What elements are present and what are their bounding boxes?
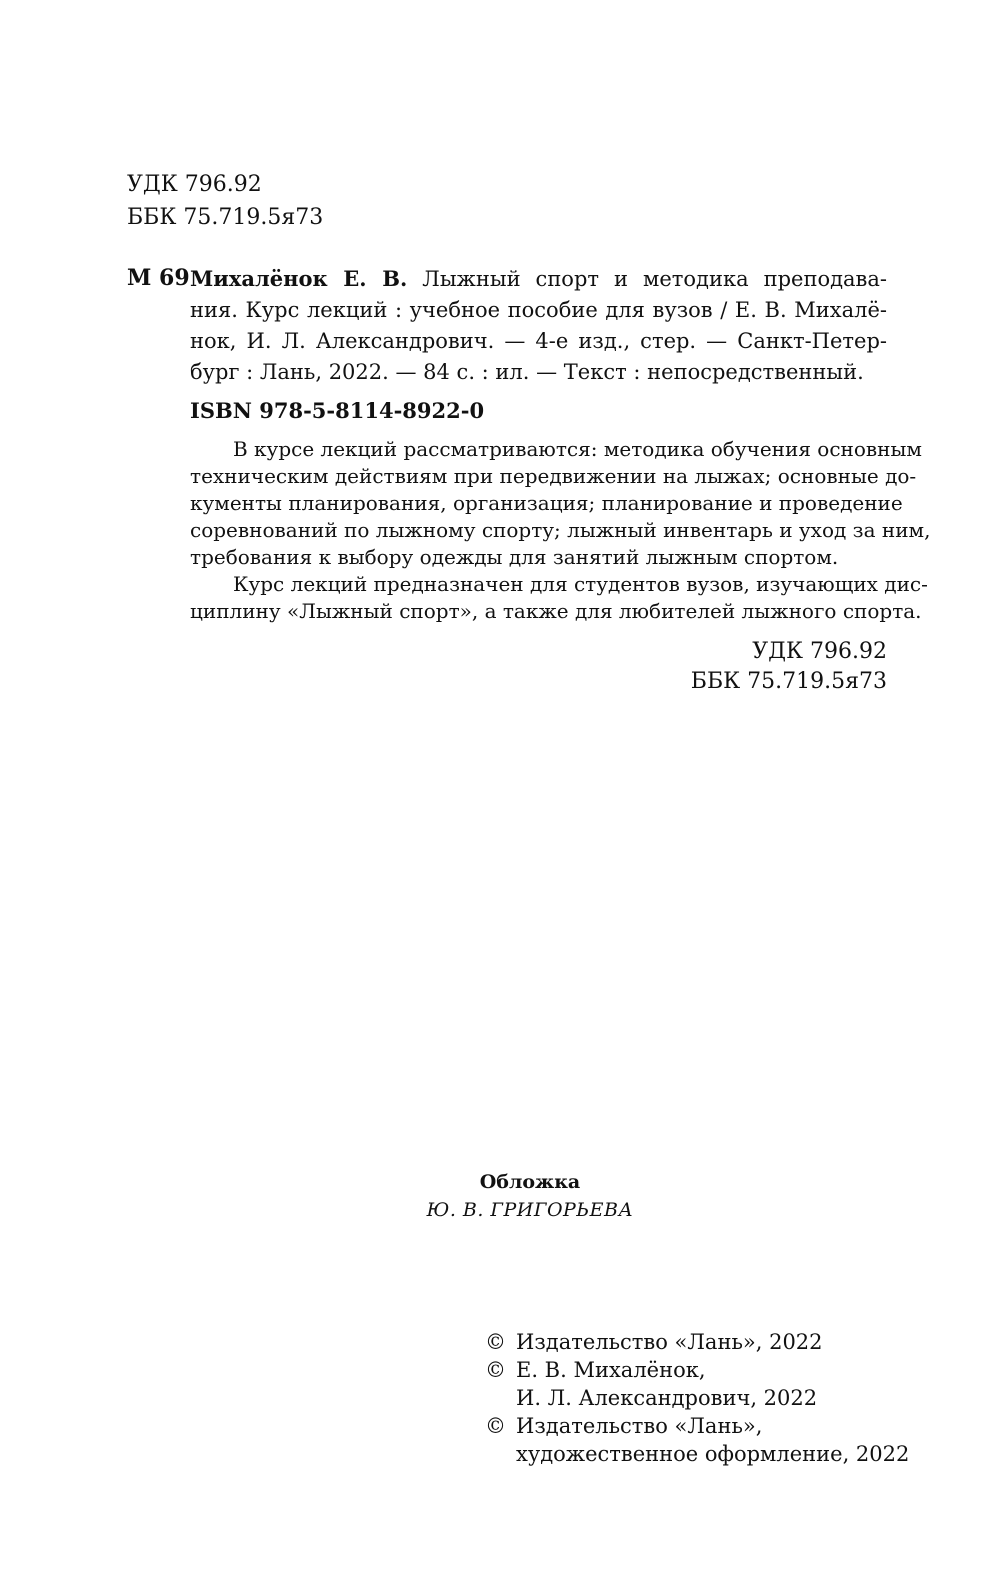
copyright-symbol: © <box>485 1330 506 1354</box>
copyright-item <box>485 1328 909 1356</box>
bbk-code: ББК 75.719.5я73 <box>690 669 887 694</box>
bbk-code: ББК 75.719.5я73 <box>127 205 324 230</box>
annotation-line: Курс лекций предназначен для студентов вузов, изучающих дис- <box>233 572 928 596</box>
description-line <box>190 263 887 295</box>
copyright-line: Издательство «Лань», <box>516 1414 763 1438</box>
copyright-line: И. Л. Александрович, 2022 <box>516 1386 818 1410</box>
cover-credit <box>0 1168 1008 1224</box>
cover-designer-name: Ю. В. ГРИГОРЬЕВА <box>426 1199 634 1221</box>
cover-credit-title: Обложка <box>479 1171 581 1193</box>
description-line: бург : Лань, 2022. — 84 с. : ил. — Текст : непосредственный. <box>190 360 864 384</box>
description-line: ния. Курс лекций : учебное пособие для вузов / Е. В. Михалё- <box>190 298 887 322</box>
annotation-line: техническим действиям при передвижении на лыжах; основные до- <box>190 464 917 488</box>
copyright-symbol: © <box>485 1414 506 1438</box>
copyright-item <box>485 1356 909 1412</box>
udk-code: УДК 796.92 <box>752 639 887 664</box>
copyright-line: Издательство «Лань», 2022 <box>516 1330 823 1354</box>
annotation-line: В курсе лекций рассматриваются: методика обучения основным <box>233 437 922 461</box>
copyright-block <box>485 1328 909 1468</box>
annotation-line: соревнований по лыжному спорту; лыжный инвентарь и уход за ним, <box>190 518 931 542</box>
author-sign: М 69 <box>127 265 190 291</box>
copyright-line: художественное оформление, 2022 <box>516 1442 910 1466</box>
annotation-line: кументы планирования, организация; планирование и проведение <box>190 491 903 515</box>
isbn: ISBN 978-5-8114-8922-0 <box>190 398 485 423</box>
udk-code: УДК 796.92 <box>127 172 262 197</box>
copyright-item <box>485 1412 909 1468</box>
annotation <box>190 436 931 625</box>
description-line: нок, И. Л. Александрович. — 4-е изд., стер. — Санкт-Петер- <box>190 329 887 353</box>
title-start: Лыжный спорт и методика преподава- <box>422 267 887 291</box>
annotation-line: требования к выбору одежды для занятий лыжным спортом. <box>190 545 839 569</box>
classification-codes-top <box>127 168 323 234</box>
classification-codes-bottom <box>691 637 887 697</box>
author-name: Михалёнок Е. В. <box>190 266 408 291</box>
copyright-line: Е. В. Михалёнок, <box>516 1358 706 1382</box>
annotation-line: циплину «Лыжный спорт», а также для любителей лыжного спорта. <box>190 599 922 623</box>
copyright-symbol: © <box>485 1358 506 1382</box>
bibliographic-description <box>190 263 887 388</box>
